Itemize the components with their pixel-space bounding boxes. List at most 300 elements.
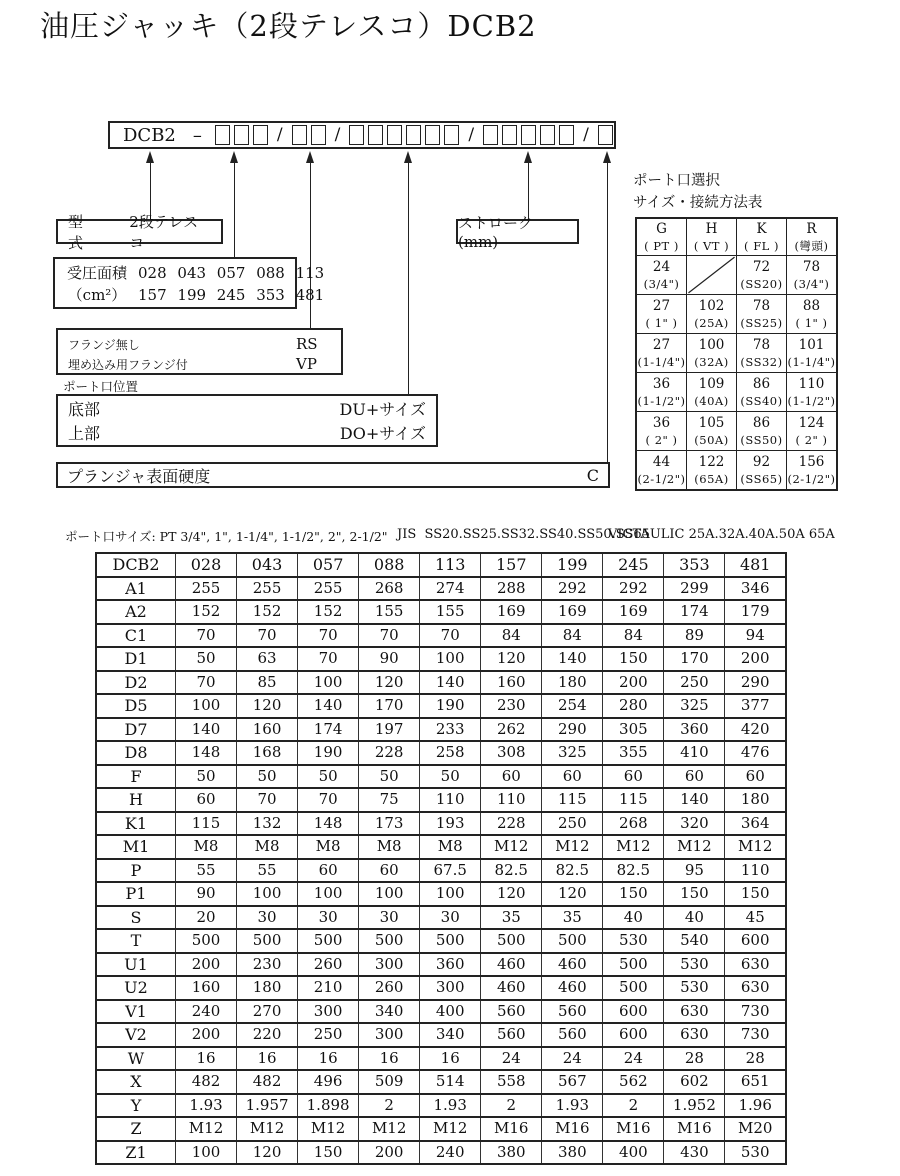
spec-cell: M12 <box>237 1117 298 1141</box>
spec-cell: M20 <box>725 1117 786 1141</box>
spec-cell: 24 <box>603 1047 664 1071</box>
spec-table <box>95 552 787 1165</box>
callout-arrow-plunger <box>607 163 608 462</box>
spec-cell: 400 <box>603 1141 664 1165</box>
spec-cell: 410 <box>664 741 725 765</box>
spec-cell: 115 <box>542 788 603 812</box>
spec-cell: 540 <box>664 929 725 953</box>
arrow-up-icon <box>603 151 611 163</box>
spec-cell: 115 <box>603 788 664 812</box>
port-table-cell: 27 ( 1" ) <box>636 295 687 334</box>
spec-cell: M12 <box>481 835 542 859</box>
spec-cell: 160 <box>237 718 298 742</box>
port-table-cell: 102 (25A) <box>687 295 737 334</box>
spec-cell: 346 <box>725 577 786 601</box>
spec-cell: M12 <box>603 835 664 859</box>
port-size-note: ポート口サイズ: PT 3/4", 1", 1-1/4", 1-1/2", 2", 2-1/2" <box>65 529 388 544</box>
spec-cell: 30 <box>237 906 298 930</box>
spec-cell: 180 <box>725 788 786 812</box>
spec-cell: 82.5 <box>481 859 542 883</box>
port-table-cell: 86 (SS50) <box>737 412 787 451</box>
spec-cell: 268 <box>603 812 664 836</box>
spec-cell: 140 <box>176 718 237 742</box>
spec-cell: 40 <box>664 906 725 930</box>
spec-row <box>96 765 786 789</box>
spec-cell: 299 <box>664 577 725 601</box>
spec-cell: M12 <box>725 835 786 859</box>
spec-cell: 120 <box>481 647 542 671</box>
spec-row-label: P <box>96 859 176 883</box>
spec-cell: 70 <box>237 788 298 812</box>
spec-cell: M8 <box>237 835 298 859</box>
spec-cell: 30 <box>359 906 420 930</box>
model-code-separator: / <box>468 125 475 145</box>
spec-cell: 180 <box>237 976 298 1000</box>
spec-cell: M12 <box>359 1117 420 1141</box>
spec-row-label: Z <box>96 1117 176 1141</box>
spec-cell: 100 <box>359 882 420 906</box>
spec-cell: 560 <box>481 1000 542 1024</box>
spec-cell: 325 <box>542 741 603 765</box>
spec-cell: 730 <box>725 1023 786 1047</box>
spec-header-cell: 481 <box>725 553 786 577</box>
spec-cell: 50 <box>176 647 237 671</box>
spec-cell: 340 <box>359 1000 420 1024</box>
spec-cell: 500 <box>298 929 359 953</box>
spec-cell: 630 <box>725 953 786 977</box>
flange-option-code: VP <box>296 355 317 373</box>
spec-cell: 168 <box>237 741 298 765</box>
spec-cell: 35 <box>481 906 542 930</box>
spec-cell: 70 <box>359 624 420 648</box>
spec-cell: 95 <box>664 859 725 883</box>
spec-cell: 190 <box>298 741 359 765</box>
spec-cell: 180 <box>542 671 603 695</box>
port-table-row <box>636 295 837 334</box>
spec-cell: 1.93 <box>542 1094 603 1118</box>
spec-cell: 254 <box>542 694 603 718</box>
spec-cell: 16 <box>176 1047 237 1071</box>
spec-cell: 170 <box>359 694 420 718</box>
port-table-title-line2: サイズ・接続方法表 <box>633 195 763 211</box>
spec-cell: 110 <box>481 788 542 812</box>
model-code-separator: / <box>334 125 341 145</box>
spec-cell: 1.96 <box>725 1094 786 1118</box>
spec-cell: 28 <box>664 1047 725 1071</box>
spec-row-label: U1 <box>96 953 176 977</box>
port-table-title <box>633 170 762 214</box>
spec-cell: 170 <box>664 647 725 671</box>
spec-cell: 148 <box>298 812 359 836</box>
spec-cell: 630 <box>664 1023 725 1047</box>
spec-cell: 233 <box>420 718 481 742</box>
spec-cell: 1.898 <box>298 1094 359 1118</box>
callout-arrow-port-position <box>408 163 409 394</box>
spec-cell: 70 <box>298 788 359 812</box>
spec-cell: 94 <box>725 624 786 648</box>
flange-option-row <box>68 354 331 374</box>
spec-cell: 100 <box>420 882 481 906</box>
spec-cell: 30 <box>420 906 481 930</box>
model-code-separator: / <box>583 125 589 145</box>
port-table-cell: 44 (2-1/2") <box>636 451 687 491</box>
spec-cell: M12 <box>420 1117 481 1141</box>
spec-cell: 360 <box>664 718 725 742</box>
model-code-squares <box>215 125 617 145</box>
spec-row <box>96 882 786 906</box>
spec-row-label: D1 <box>96 647 176 671</box>
spec-cell: M12 <box>298 1117 359 1141</box>
spec-cell: 258 <box>420 741 481 765</box>
spec-cell: 110 <box>725 859 786 883</box>
spec-cell: 30 <box>298 906 359 930</box>
port-table-cell: 105 (50A) <box>687 412 737 451</box>
model-code-digit-box <box>502 125 517 145</box>
type-value: 2段テレスコ <box>129 212 199 252</box>
spec-cell: 152 <box>298 600 359 624</box>
spec-cell: 200 <box>359 1141 420 1165</box>
spec-cell: 110 <box>420 788 481 812</box>
spec-header-row <box>96 553 786 577</box>
callout-arrow-stroke <box>528 163 529 219</box>
spec-row-label: X <box>96 1070 176 1094</box>
spec-row-label: Z1 <box>96 1141 176 1165</box>
spec-cell: 169 <box>481 600 542 624</box>
spec-cell: 67.5 <box>420 859 481 883</box>
pressure-area-values: 157 199 245 353 481 <box>138 286 325 304</box>
model-code-digit-box <box>387 125 402 145</box>
spec-cell: 70 <box>176 671 237 695</box>
model-code-digit-box <box>425 125 440 145</box>
spec-cell: 140 <box>298 694 359 718</box>
spec-cell: 115 <box>176 812 237 836</box>
spec-cell: 193 <box>420 812 481 836</box>
spec-row <box>96 1023 786 1047</box>
spec-cell: 292 <box>542 577 603 601</box>
spec-row <box>96 600 786 624</box>
spec-row-label: V1 <box>96 1000 176 1024</box>
port-table-cell: 110 (1-1/2") <box>787 373 838 412</box>
spec-cell: 476 <box>725 741 786 765</box>
spec-row <box>96 741 786 765</box>
stroke-label: ストローク (mm) <box>458 214 534 251</box>
spec-cell: M12 <box>176 1117 237 1141</box>
spec-cell: 16 <box>237 1047 298 1071</box>
spec-cell: 602 <box>664 1070 725 1094</box>
spec-cell: 120 <box>237 1141 298 1165</box>
model-code-digit-box <box>540 125 555 145</box>
port-table-row <box>636 334 837 373</box>
spec-cell: 100 <box>420 647 481 671</box>
port-table-cell: 78 (3/4") <box>787 256 838 295</box>
spec-cell: 50 <box>420 765 481 789</box>
spec-cell: 500 <box>359 929 420 953</box>
spec-row-label: D2 <box>96 671 176 695</box>
arrow-up-icon <box>230 151 238 163</box>
arrow-up-icon <box>146 151 154 163</box>
port-table-header-cell: R (彎頭) <box>787 218 838 256</box>
spec-row <box>96 1047 786 1071</box>
port-table-cell: 88 ( 1" ) <box>787 295 838 334</box>
model-code-digit-box <box>215 125 230 145</box>
spec-cell: 148 <box>176 741 237 765</box>
stroke-callout <box>456 214 579 251</box>
spec-cell: 530 <box>664 953 725 977</box>
spec-cell: 70 <box>298 624 359 648</box>
jis-note: JIS SS20.SS25.SS32.SS40.SS50.SS65 <box>397 527 650 542</box>
port-table-title-line1: ポート口選択 <box>633 173 720 189</box>
spec-cell: 2 <box>481 1094 542 1118</box>
spec-cell: M8 <box>176 835 237 859</box>
spec-row <box>96 1000 786 1024</box>
spec-cell: 100 <box>298 882 359 906</box>
spec-cell: 155 <box>420 600 481 624</box>
model-code-digit-box <box>311 125 326 145</box>
spec-cell: 340 <box>420 1023 481 1047</box>
spec-cell: 160 <box>481 671 542 695</box>
spec-cell: 150 <box>603 882 664 906</box>
arrow-up-icon <box>524 151 532 163</box>
spec-cell: 70 <box>298 647 359 671</box>
port-table-row <box>636 412 837 451</box>
spec-cell: 90 <box>176 882 237 906</box>
spec-cell: 40 <box>603 906 664 930</box>
port-table-cell: 92 (SS65) <box>737 451 787 491</box>
spec-row-label: D5 <box>96 694 176 718</box>
spec-header-cell: 043 <box>237 553 298 577</box>
spec-row <box>96 577 786 601</box>
model-code-prefix: DCB2 <box>123 124 176 146</box>
spec-cell: 300 <box>298 1000 359 1024</box>
spec-cell: M16 <box>481 1117 542 1141</box>
spec-cell: 200 <box>603 671 664 695</box>
page-title: 油圧ジャッキ（2段テレスコ）DCB2 <box>40 9 537 43</box>
spec-row-label: A1 <box>96 577 176 601</box>
spec-row <box>96 1070 786 1094</box>
spec-header-cell: 199 <box>542 553 603 577</box>
spec-cell: 255 <box>298 577 359 601</box>
port-position-title: ポート口位置 <box>63 379 139 394</box>
spec-cell: 120 <box>359 671 420 695</box>
spec-cell: 210 <box>298 976 359 1000</box>
spec-cell: 509 <box>359 1070 420 1094</box>
spec-cell: 250 <box>298 1023 359 1047</box>
spec-cell: 100 <box>176 694 237 718</box>
spec-cell: 600 <box>603 1023 664 1047</box>
flange-callout <box>56 328 343 375</box>
spec-cell: 60 <box>603 765 664 789</box>
spec-cell: 60 <box>298 859 359 883</box>
spec-cell: 630 <box>664 1000 725 1024</box>
spec-cell: 174 <box>664 600 725 624</box>
spec-cell: 560 <box>542 1023 603 1047</box>
spec-cell: 82.5 <box>603 859 664 883</box>
spec-cell: 82.5 <box>542 859 603 883</box>
spec-cell: 120 <box>542 882 603 906</box>
arrow-up-icon <box>404 151 412 163</box>
model-code-digit-box <box>559 125 574 145</box>
port-table-cell: 27 (1-1/4") <box>636 334 687 373</box>
spec-cell: 150 <box>603 647 664 671</box>
model-code-digit-box <box>253 125 268 145</box>
spec-cell: 50 <box>176 765 237 789</box>
port-table-cell: 78 (SS32) <box>737 334 787 373</box>
spec-cell: 179 <box>725 600 786 624</box>
spec-cell: 250 <box>542 812 603 836</box>
spec-cell: 84 <box>542 624 603 648</box>
spec-cell: 60 <box>176 788 237 812</box>
spec-cell: 150 <box>725 882 786 906</box>
spec-cell: 120 <box>481 882 542 906</box>
spec-row <box>96 929 786 953</box>
spec-cell: 220 <box>237 1023 298 1047</box>
port-table-cell: 124 ( 2" ) <box>787 412 838 451</box>
port-table <box>635 217 838 491</box>
port-table-header-cell: K ( FL ) <box>737 218 787 256</box>
spec-cell: 500 <box>603 976 664 1000</box>
port-table-cell: 100 (32A) <box>687 334 737 373</box>
spec-cell: 120 <box>237 694 298 718</box>
spec-cell: 50 <box>237 765 298 789</box>
spec-row-label: H <box>96 788 176 812</box>
spec-cell: 268 <box>359 577 420 601</box>
spec-cell: 500 <box>542 929 603 953</box>
spec-cell: 290 <box>542 718 603 742</box>
port-position-label: 底部 <box>68 400 101 419</box>
spec-cell: 173 <box>359 812 420 836</box>
spec-cell: 152 <box>176 600 237 624</box>
diagonal-slash-icon <box>687 256 736 294</box>
spec-cell: 100 <box>176 1141 237 1165</box>
spec-header-cell: 245 <box>603 553 664 577</box>
port-table-header-cell: G ( PT ) <box>636 218 687 256</box>
flange-option-label: フランジ無し <box>68 338 140 352</box>
spec-cell: 300 <box>359 953 420 977</box>
spec-cell: 560 <box>542 1000 603 1024</box>
spec-cell: 482 <box>237 1070 298 1094</box>
spec-cell: 100 <box>298 671 359 695</box>
spec-cell: 132 <box>237 812 298 836</box>
spec-cell: 260 <box>298 953 359 977</box>
spec-cell: 35 <box>542 906 603 930</box>
model-code-separator: / <box>276 125 283 145</box>
model-code-digit-box <box>406 125 421 145</box>
spec-row <box>96 1117 786 1141</box>
plunger-callout <box>56 462 610 488</box>
spec-cell: 377 <box>725 694 786 718</box>
spec-cell: 174 <box>298 718 359 742</box>
spec-cell: 155 <box>359 600 420 624</box>
spec-cell: 260 <box>359 976 420 1000</box>
spec-cell: 169 <box>603 600 664 624</box>
port-position-code: DU+サイズ <box>339 400 426 419</box>
model-code-digit-box <box>521 125 536 145</box>
spec-cell: 1.957 <box>237 1094 298 1118</box>
model-code-digit-box <box>292 125 307 145</box>
spec-cell: 60 <box>481 765 542 789</box>
spec-cell: 567 <box>542 1070 603 1094</box>
spec-cell: 500 <box>420 929 481 953</box>
model-code-digit-box <box>483 125 498 145</box>
type-callout <box>56 212 223 252</box>
spec-cell: 420 <box>725 718 786 742</box>
port-table-cell: 156 (2-1/2") <box>787 451 838 491</box>
spec-cell: 228 <box>481 812 542 836</box>
spec-cell: 60 <box>359 859 420 883</box>
spec-cell: 45 <box>725 906 786 930</box>
spec-cell: 255 <box>176 577 237 601</box>
spec-row <box>96 694 786 718</box>
pressure-area-values: 028 043 057 088 113 <box>138 264 325 282</box>
spec-cell: 325 <box>664 694 725 718</box>
spec-header-cell: 157 <box>481 553 542 577</box>
spec-cell: 630 <box>725 976 786 1000</box>
spec-cell: 63 <box>237 647 298 671</box>
spec-cell: 60 <box>664 765 725 789</box>
spec-cell: 200 <box>725 647 786 671</box>
port-table-cell: 109 (40A) <box>687 373 737 412</box>
spec-cell: 500 <box>603 953 664 977</box>
spec-cell: 169 <box>542 600 603 624</box>
spec-cell: 255 <box>237 577 298 601</box>
spec-cell: 20 <box>176 906 237 930</box>
spec-row-label: T <box>96 929 176 953</box>
spec-cell: 400 <box>420 1000 481 1024</box>
spec-cell: M8 <box>298 835 359 859</box>
pressure-area-callout <box>53 257 325 309</box>
spec-cell: 290 <box>725 671 786 695</box>
spec-cell: 240 <box>176 1000 237 1024</box>
spec-cell: 150 <box>298 1141 359 1165</box>
spec-row-label: A2 <box>96 600 176 624</box>
spec-row <box>96 1094 786 1118</box>
spec-cell: 160 <box>176 976 237 1000</box>
spec-row <box>96 976 786 1000</box>
spec-row <box>96 953 786 977</box>
spec-row-label: K1 <box>96 812 176 836</box>
model-code-digit-box <box>444 125 459 145</box>
spec-row-label: S <box>96 906 176 930</box>
spec-row-label: C1 <box>96 624 176 648</box>
spec-row-label: P1 <box>96 882 176 906</box>
spec-cell: 288 <box>481 577 542 601</box>
spec-cell: 75 <box>359 788 420 812</box>
spec-cell: 270 <box>237 1000 298 1024</box>
spec-cell: 84 <box>603 624 664 648</box>
spec-header-cell: 353 <box>664 553 725 577</box>
spec-cell: 228 <box>359 741 420 765</box>
spec-row <box>96 835 786 859</box>
model-code-digit-box <box>349 125 364 145</box>
spec-cell: 300 <box>420 976 481 1000</box>
spec-cell: 240 <box>420 1141 481 1165</box>
port-position-row <box>68 422 426 446</box>
spec-cell: 460 <box>481 953 542 977</box>
plunger-code: C <box>586 465 599 485</box>
spec-cell: 496 <box>298 1070 359 1094</box>
spec-cell: 200 <box>176 1023 237 1047</box>
port-table-cell: 101 (1-1/4") <box>787 334 838 373</box>
spec-cell: 280 <box>603 694 664 718</box>
spec-row-label: W <box>96 1047 176 1071</box>
spec-cell: 230 <box>481 694 542 718</box>
spec-cell: 730 <box>725 1000 786 1024</box>
spec-cell: 70 <box>237 624 298 648</box>
port-table-cell: 36 (1-1/2") <box>636 373 687 412</box>
spec-cell: 2 <box>359 1094 420 1118</box>
spec-cell: 84 <box>481 624 542 648</box>
model-code-digit-box <box>598 125 613 145</box>
